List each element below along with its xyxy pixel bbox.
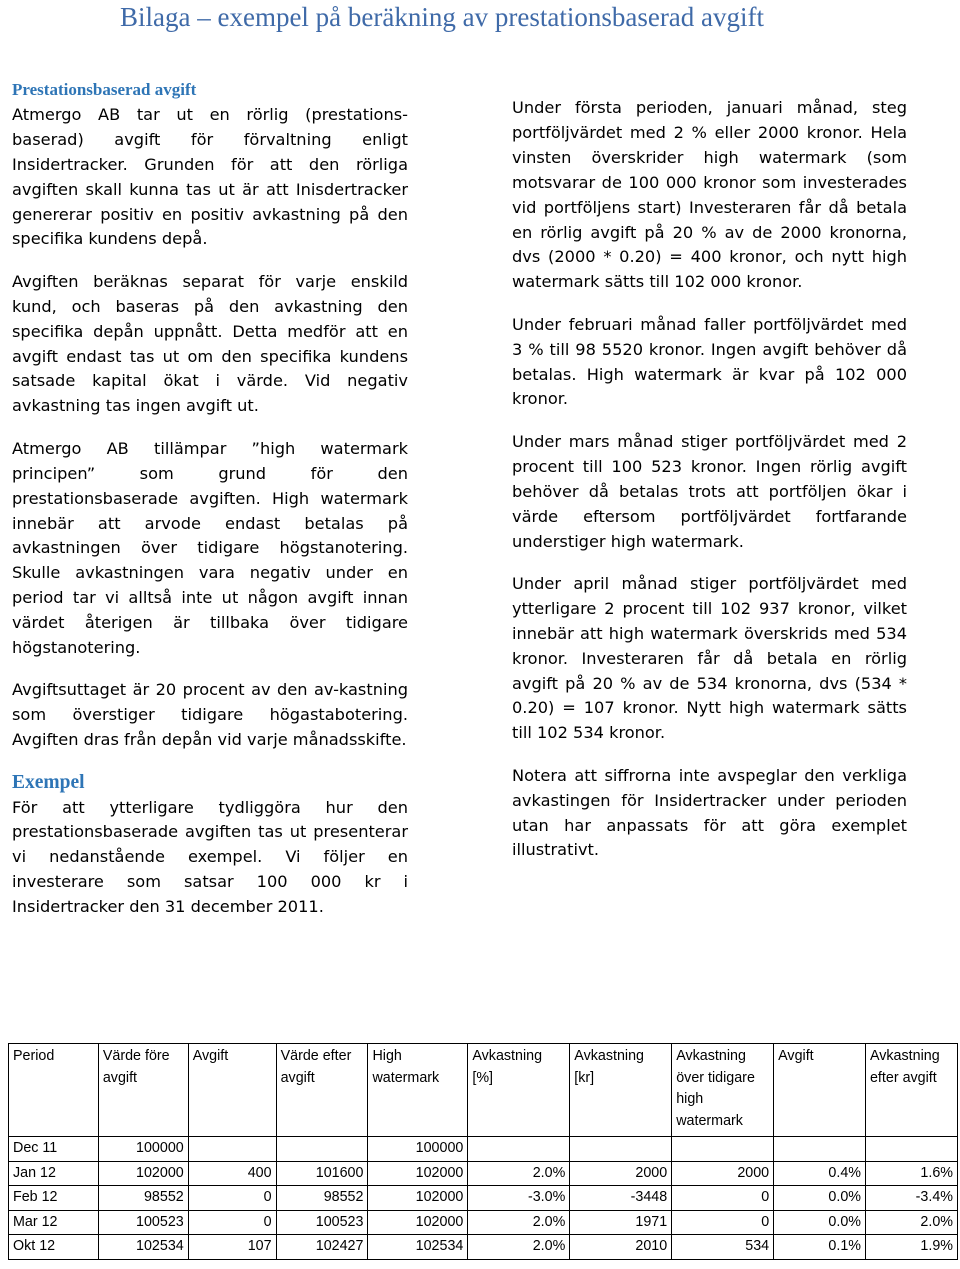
table-cell: 0 — [188, 1210, 276, 1235]
column-header: Avgift — [774, 1044, 866, 1137]
table-cell: -3.0% — [468, 1186, 570, 1211]
fee-example-table — [8, 1043, 958, 1260]
table-cell: 107 — [188, 1235, 276, 1260]
column-header: Värde före avgift — [98, 1044, 188, 1137]
table-cell: 1.6% — [865, 1161, 957, 1186]
column-header: High watermark — [368, 1044, 468, 1137]
column-header: Avkastning [%] — [468, 1044, 570, 1137]
table-row — [9, 1235, 958, 1260]
table-cell: -3.4% — [865, 1186, 957, 1211]
table-cell — [865, 1137, 957, 1162]
right-column — [512, 96, 907, 863]
table-cell: 400 — [188, 1161, 276, 1186]
paragraph: För att ytterligare tydliggöra hur den prestationsbaserade avgiften tas ut presenterar vi nedanstående exempel. Vi följer en investerare som satsar 100 000 kr i Insidertracker den 31 december 2011. — [12, 797, 408, 917]
table-row — [9, 1161, 958, 1186]
table-cell: Feb 12 — [9, 1186, 99, 1211]
column-header: Avgift — [188, 1044, 276, 1137]
table-cell: 102000 — [368, 1186, 468, 1211]
table-cell: Dec 11 — [9, 1137, 99, 1162]
table-cell: 102534 — [98, 1235, 188, 1260]
table-cell: Okt 12 — [9, 1235, 99, 1260]
paragraph: Under april månad stiger portföljvärdet med ytterligare 2 procent till 102 937 kronor, vilket innebär att high watermark överskrids med 534 kronor. Investeraren får då betala en rörlig avgift på 20 % av de 534 kronorna, dvs (534 * 0.20) = 107 kronor. Nytt high watermark sätts till 102 534 kronor. — [512, 573, 907, 743]
table-cell: 1.9% — [865, 1235, 957, 1260]
table-cell — [672, 1137, 774, 1162]
table-cell: 102427 — [276, 1235, 368, 1260]
table-cell: 2.0% — [865, 1210, 957, 1235]
table-cell: Jan 12 — [9, 1161, 99, 1186]
paragraph: Atmergo AB tillämpar ”high watermark principen” som grund för den prestationsbaserade avgiften. High watermark innebär att arvode endast betalas på avkastningen över tidigare högstanotering. Skulle avkastningen vara negativ under en period tar vi alltså inte ut någon avgift innan värdet återigen är tillbaka över tidigare högstanotering. — [12, 438, 408, 658]
table-cell: 100000 — [368, 1137, 468, 1162]
table-cell: 100523 — [276, 1210, 368, 1235]
left-column — [12, 78, 408, 920]
table-cell: 0 — [188, 1186, 276, 1211]
paragraph: Under mars månad stiger portföljvärdet med 2 procent till 100 523 kronor. Ingen rörlig avgift behöver då betalas trots att portföljen ökar i värde eftersom portföljvärdet fortfarande understiger high watermark. — [512, 431, 907, 551]
table-cell — [570, 1137, 672, 1162]
table-cell — [468, 1137, 570, 1162]
table-cell: 2000 — [570, 1161, 672, 1186]
table-header-row — [9, 1044, 958, 1137]
table-cell — [276, 1137, 368, 1162]
paragraph: Under första perioden, januari månad, steg portföljvärdet med 2 % eller 2000 kronor. Hela vinsten överskrider high watermark (som motsvarar de 100 000 kronor som investerades vid portföljens start) Investeraren får då betala en rörlig avgift på 20 % av de 2000 kronorna, dvs (2000 * 0.20) = 400 kronor, och nytt high watermark sätts till 102 000 kronor. — [512, 98, 907, 292]
column-header: Period — [9, 1044, 99, 1137]
table-cell: -3448 — [570, 1186, 672, 1211]
table-cell: Mar 12 — [9, 1210, 99, 1235]
table-cell: 98552 — [276, 1186, 368, 1211]
paragraph: Avgiften beräknas separat för varje enskild kund, och baseras på den avkastning den specifika depån uppnått. Detta medför att en avgift endast tas ut om den specifika kundens satsade kapital ökat i värde. Vid negativ avkastning tas ingen avgift ut. — [12, 271, 408, 416]
table-cell: 0.4% — [774, 1161, 866, 1186]
table-cell: 0.1% — [774, 1235, 866, 1260]
table-cell: 102000 — [368, 1161, 468, 1186]
table-cell: 2.0% — [468, 1210, 570, 1235]
paragraph: Notera att siffrorna inte avspeglar den verkliga avkastingen för Insidertracker under perioden utan har anpassats för att göra exemplet illustrativt. — [512, 765, 907, 860]
table-cell: 0 — [672, 1186, 774, 1211]
column-header: Värde efter avgift — [276, 1044, 368, 1137]
table-row — [9, 1210, 958, 1235]
column-header: Avkastning efter avgift — [865, 1044, 957, 1137]
section-heading: Prestationsbaserad avgift — [12, 80, 197, 99]
table-cell: 102000 — [98, 1161, 188, 1186]
table-cell: 0 — [672, 1210, 774, 1235]
paragraph: Atmergo AB tar ut en rörlig (prestations-baserad) avgift för förvaltning enligt Insidertracker. Grunden för att den rörliga avgiften skall kunna tas ut är att Inisdertracker genererar positiv en positiv avkastning på den specifika kundens depå. — [12, 104, 408, 249]
column-header: Avkastning över tidigare high watermark — [672, 1044, 774, 1137]
table-cell: 1971 — [570, 1210, 672, 1235]
table-cell: 102000 — [368, 1210, 468, 1235]
table-cell: 0.0% — [774, 1186, 866, 1211]
table-cell: 2000 — [672, 1161, 774, 1186]
paragraph: Avgiftsuttaget är 20 procent av den av-kastning som överstiger tidigare högastabotering. Avgiften dras från depån vid varje månadsskifte. — [12, 680, 408, 750]
table-cell: 98552 — [98, 1186, 188, 1211]
table-cell: 100523 — [98, 1210, 188, 1235]
table-cell: 101600 — [276, 1161, 368, 1186]
table-cell — [188, 1137, 276, 1162]
table-cell: 2010 — [570, 1235, 672, 1260]
paragraph: Under februari månad faller portföljvärdet med 3 % till 98 5520 kronor. Ingen avgift behöver då betalas. High watermark är kvar på 102 000 kronor. — [512, 314, 907, 409]
table-cell: 2.0% — [468, 1161, 570, 1186]
table-cell: 2.0% — [468, 1235, 570, 1260]
table-cell: 102534 — [368, 1235, 468, 1260]
column-header: Avkastning [kr] — [570, 1044, 672, 1137]
page-title: Bilaga – exempel på beräkning av prestationsbaserad avgift — [120, 2, 765, 32]
table-cell: 534 — [672, 1235, 774, 1260]
table-cell — [774, 1137, 866, 1162]
table-cell: 100000 — [98, 1137, 188, 1162]
table-row — [9, 1186, 958, 1211]
table-cell: 0.0% — [774, 1210, 866, 1235]
table-row — [9, 1137, 958, 1162]
example-heading: Exempel — [12, 771, 85, 793]
